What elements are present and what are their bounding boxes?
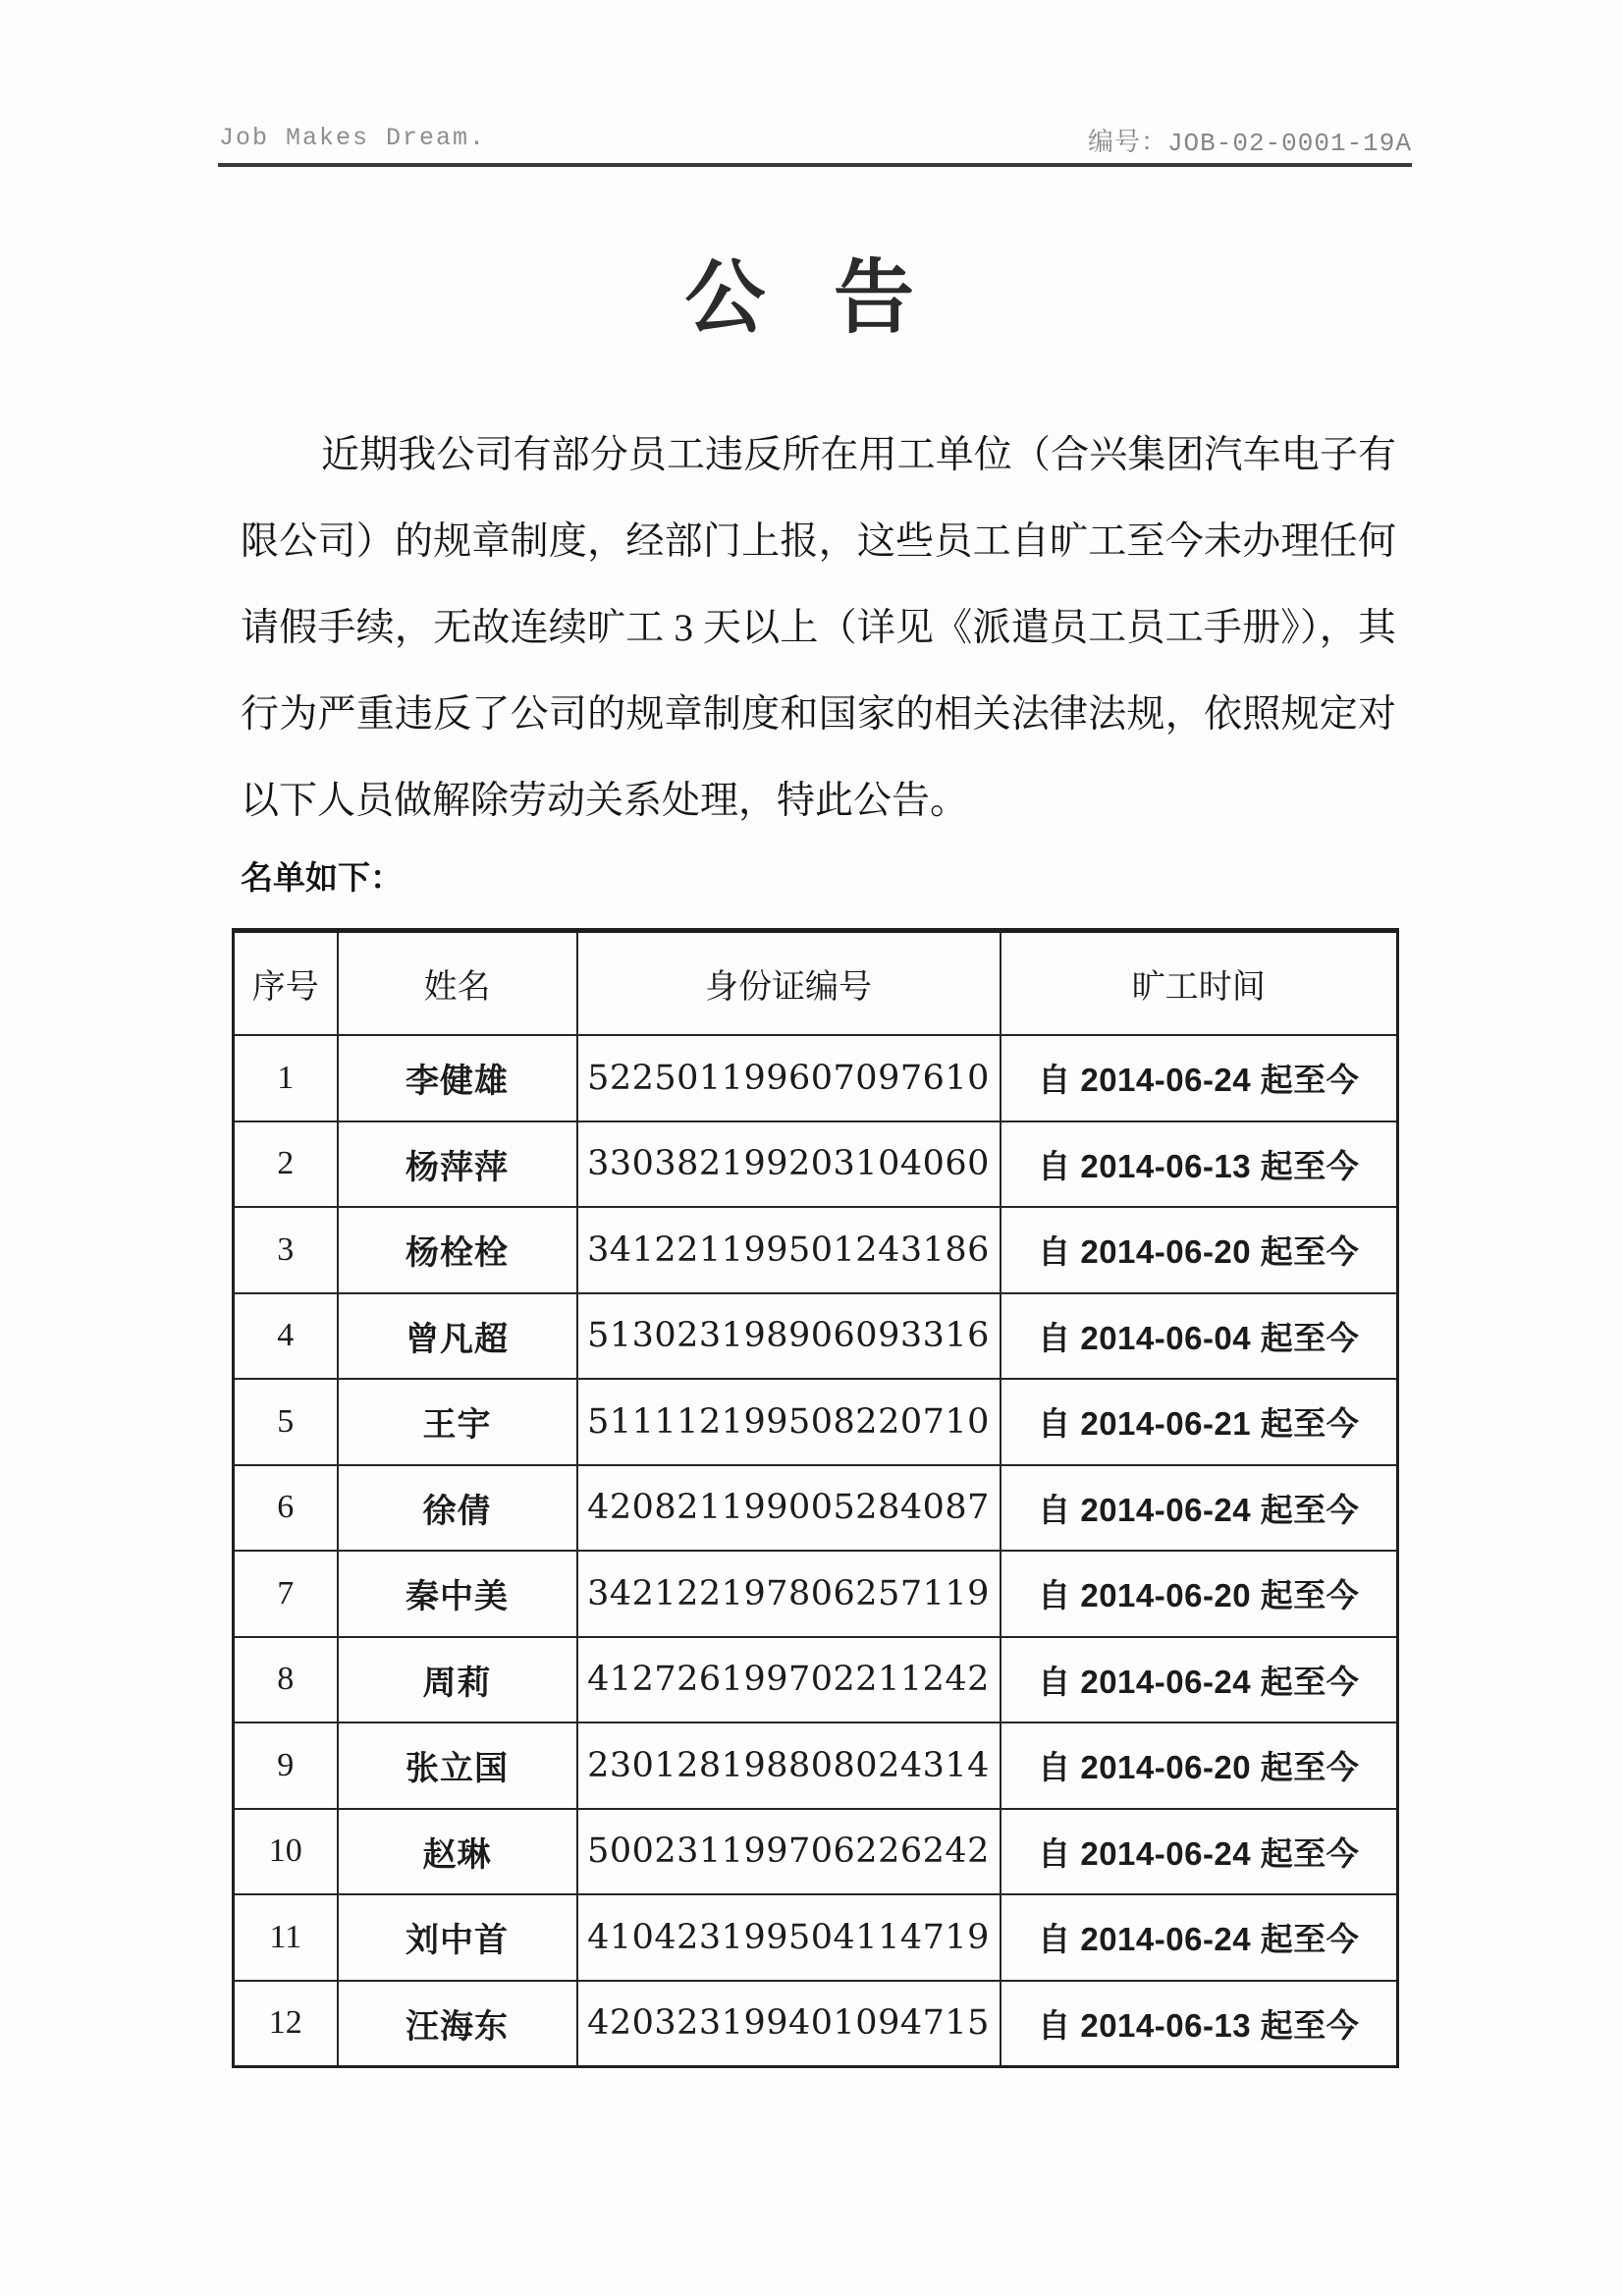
cell-id-number: 230128198808024314: [577, 1722, 1001, 1809]
body-line: 以下人员做解除劳动关系处理，特此公告。: [241, 780, 969, 822]
cell-absence-period: 自 2014-06-24 起至今: [1001, 1035, 1398, 1121]
table-row: [234, 1551, 1398, 1637]
document-number: 编号：JOB-02-0001-19A: [1087, 129, 1412, 158]
cell-absence-period: 自 2014-06-20 起至今: [1001, 1722, 1398, 1809]
cell-absence-period: 自 2014-06-21 起至今: [1001, 1379, 1398, 1465]
cell-name: 汪海东: [338, 1981, 577, 2067]
table-row: [234, 1293, 1398, 1380]
letterhead-divider: [218, 163, 1412, 167]
cell-index: 9: [234, 1722, 338, 1809]
cell-absence-period: 自 2014-06-20 起至今: [1001, 1551, 1398, 1637]
cell-absence-period: 自 2014-06-24 起至今: [1001, 1894, 1398, 1981]
cell-absence-period: 自 2014-06-24 起至今: [1001, 1809, 1398, 1895]
body-line: 限公司）的规章制度，经部门上报，这些员工自旷工至今未办理任何: [241, 520, 1396, 563]
cell-name: 张立国: [338, 1722, 577, 1809]
cell-index: 1: [234, 1035, 338, 1121]
table-row: [234, 1465, 1398, 1552]
roster-table: [232, 928, 1399, 2068]
cell-index: 12: [234, 1981, 338, 2067]
cell-index: 8: [234, 1637, 338, 1723]
cell-id-number: 410423199504114719: [577, 1894, 1001, 1981]
cell-id-number: 511112199508220710: [577, 1379, 1001, 1465]
cell-absence-period: 自 2014-06-20 起至今: [1001, 1207, 1398, 1293]
cell-index: 10: [234, 1809, 338, 1895]
table-body: [234, 1035, 1398, 2067]
body-paragraph: [241, 412, 1396, 845]
page-title: 公 告: [684, 253, 939, 343]
cell-absence-period: 自 2014-06-13 起至今: [1001, 1981, 1398, 2067]
cell-name: 秦中美: [338, 1551, 577, 1637]
table-row: [234, 1981, 1398, 2067]
cell-absence-period: 自 2014-06-24 起至今: [1001, 1637, 1398, 1723]
column-header-period: 旷工时间: [1001, 931, 1398, 1036]
cell-name: 李健雄: [338, 1035, 577, 1121]
cell-id-number: 513023198906093316: [577, 1293, 1001, 1380]
table-row: [234, 1637, 1398, 1723]
cell-index: 7: [234, 1551, 338, 1637]
body-line: 请假手续，无故连续旷工 3 天以上（详见《派遣员工员工手册》），其: [241, 607, 1396, 649]
cell-id-number: 522501199607097610: [577, 1035, 1001, 1121]
cell-absence-period: 自 2014-06-24 起至今: [1001, 1465, 1398, 1552]
table-row: [234, 1207, 1398, 1293]
cell-id-number: 500231199706226242: [577, 1809, 1001, 1895]
cell-id-number: 420323199401094715: [577, 1981, 1001, 2067]
table-row: [234, 1379, 1398, 1465]
cell-index: 3: [234, 1207, 338, 1293]
cell-name: 徐倩: [338, 1465, 577, 1552]
cell-index: 4: [234, 1293, 338, 1380]
cell-index: 11: [234, 1894, 338, 1981]
cell-index: 5: [234, 1379, 338, 1465]
body-line: 近期我公司有部分员工违反所在用工单位（合兴集团汽车电子有: [321, 434, 1396, 476]
cell-name: 赵琳: [338, 1809, 577, 1895]
cell-name: 杨栓栓: [338, 1207, 577, 1293]
cell-name: 王宇: [338, 1379, 577, 1465]
table-row: [234, 1894, 1398, 1981]
cell-name: 刘中首: [338, 1894, 577, 1981]
cell-name: 杨萍萍: [338, 1121, 577, 1208]
body-line: 行为严重违反了公司的规章制度和国家的相关法律法规，依照规定对: [241, 693, 1396, 736]
column-header-index: 序号: [234, 931, 338, 1036]
cell-id-number: 420821199005284087: [577, 1465, 1001, 1552]
cell-id-number: 342122197806257119: [577, 1551, 1001, 1637]
cell-absence-period: 自 2014-06-04 起至今: [1001, 1293, 1398, 1380]
cell-id-number: 412726199702211242: [577, 1637, 1001, 1723]
column-header-id-number: 身份证编号: [577, 931, 1001, 1036]
table-header-row: [234, 931, 1398, 1036]
cell-index: 2: [234, 1121, 338, 1208]
table-row: [234, 1809, 1398, 1895]
cell-name: 周莉: [338, 1637, 577, 1723]
table-row: [234, 1035, 1398, 1121]
roster-label: 名单如下：: [241, 859, 403, 896]
cell-absence-period: 自 2014-06-13 起至今: [1001, 1121, 1398, 1208]
letterhead-slogan: Job Makes Dream.: [219, 124, 487, 152]
column-header-name: 姓名: [338, 931, 577, 1036]
cell-index: 6: [234, 1465, 338, 1552]
cell-name: 曾凡超: [338, 1293, 577, 1380]
cell-id-number: 341221199501243186: [577, 1207, 1001, 1293]
cell-id-number: 330382199203104060: [577, 1121, 1001, 1208]
table-row: [234, 1722, 1398, 1809]
table-row: [234, 1121, 1398, 1208]
